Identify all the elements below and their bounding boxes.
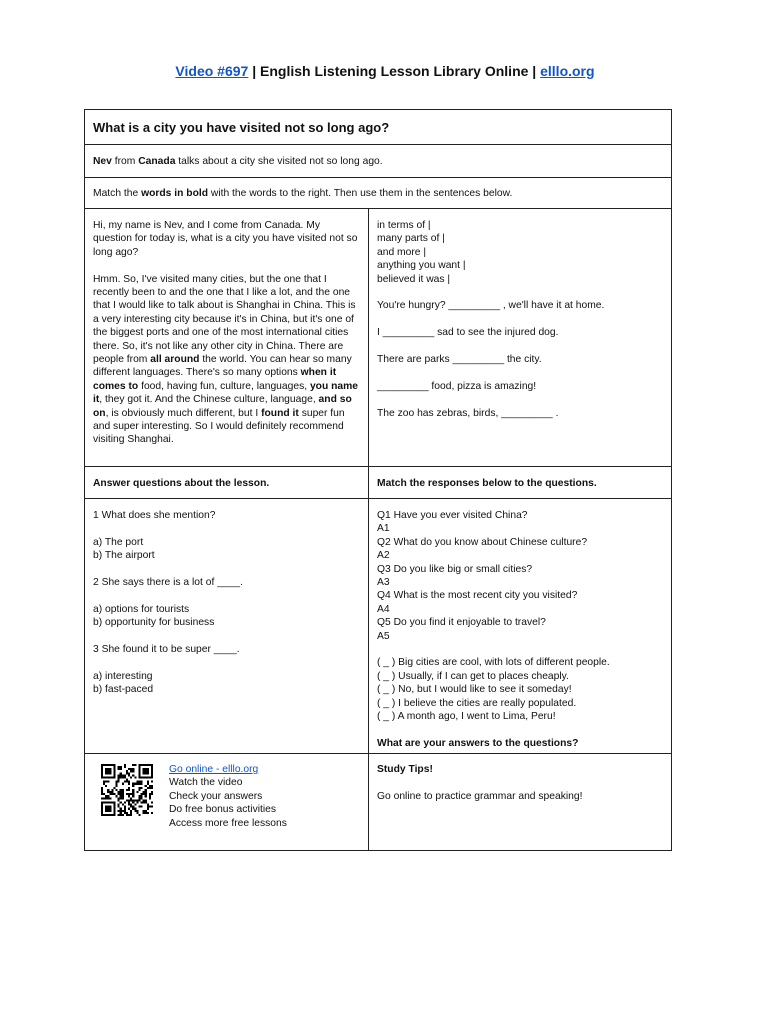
vocab-sentence: You're hungry? _________ , we'll have it at home. <box>377 300 605 312</box>
qr-code-icon[interactable] <box>101 764 153 816</box>
quiz-option: b) opportunity for business <box>93 617 215 629</box>
speaker-name: Nev <box>93 156 112 167</box>
site-link[interactable]: elllo.org <box>540 63 595 79</box>
quiz-option: a) The port <box>93 536 144 548</box>
transcript <box>85 219 368 447</box>
study-tips-text: Go online to practice grammar and speaking! <box>377 790 583 802</box>
intro-from: from <box>111 156 139 167</box>
section-header-row <box>85 467 671 499</box>
vocab-word: many parts of | <box>377 233 445 245</box>
match-question: Q2 What do you know about Chinese culture? <box>377 536 588 548</box>
match-exercise <box>369 509 671 750</box>
match-answer-slot: A2 <box>377 550 390 562</box>
vocab-word: anything you want | <box>377 260 466 272</box>
transcript-row <box>85 209 671 467</box>
vocab-bold: you name it <box>93 380 359 406</box>
footer-row <box>85 754 671 850</box>
instructions-part: with the words to the right. Then use them in the sentences below. <box>208 188 513 199</box>
vocab-word: believed it was | <box>377 273 451 285</box>
intro-row <box>85 145 671 178</box>
go-online-link[interactable]: Go online - elllo.org <box>169 764 259 775</box>
online-item: Access more free lessons <box>169 817 287 829</box>
match-response: ( _ ) No, but I would like to see it someday! <box>377 684 572 696</box>
title-text: English Listening Lesson Library Online <box>260 63 529 79</box>
online-resources <box>161 763 367 830</box>
intro-text <box>85 155 391 168</box>
lesson-worksheet <box>84 109 672 851</box>
online-item: Check your answers <box>169 790 263 802</box>
match-responses-header: Match the responses below to the questions. <box>377 478 597 489</box>
match-response: ( _ ) Big cities are cool, with lots of different people. <box>377 657 610 669</box>
title-separator: | <box>528 63 541 79</box>
match-question: Q5 Do you find it enjoyable to travel? <box>377 617 546 629</box>
quiz-option: a) options for tourists <box>93 603 190 615</box>
match-response: ( _ ) A month ago, I went to Lima, Peru! <box>377 711 556 723</box>
vocab-sentence: _________ food, pizza is amazing! <box>377 380 537 392</box>
vocab-word: in terms of | <box>377 220 431 231</box>
comprehension-quiz <box>85 509 368 697</box>
study-tips <box>369 763 671 803</box>
quiz-question: 2 She says there is a lot of ____. <box>93 577 243 588</box>
vocab-bold: found it <box>261 407 299 419</box>
answers-prompt: What are your answers to the questions? <box>377 737 579 749</box>
lesson-question: What is a city you have visited not so long ago? <box>93 120 390 135</box>
quiz-question: 1 What does she mention? <box>93 510 216 521</box>
match-question: Q4 What is the most recent city you visited? <box>377 590 578 602</box>
quiz-option: a) interesting <box>93 670 153 682</box>
exercises-row <box>85 499 671 754</box>
online-item: Watch the video <box>169 777 243 789</box>
match-answer-slot: A3 <box>377 577 390 589</box>
match-answer-slot: A4 <box>377 603 390 615</box>
match-question: Q1 Have you ever visited China? <box>377 510 528 521</box>
instructions-row <box>85 178 671 209</box>
vocab-bold: when it comes to <box>93 367 337 392</box>
vocab-sentence: There are parks _________ the city. <box>377 354 542 366</box>
transcript-paragraph: Hmm. So, I've visited many cities, but the one that I recently been to and the one that I like a lot, and the one that I would like to talk about is Shanghai in China. This is a very interesting city because it's in China, but it's one of the biggest ports and one of the most international cities there. So, it's not like any other city in China. There are people from all around the world. You can hear so many different languages. There's so many options when it comes to food, having fun, culture, languages, you name it, they got it. And the Chinese culture, language, and so on, is obviously much different, but I found it super fun and super interesting. So I would definitely recommend visiting Shanghai. <box>93 273 359 446</box>
instructions-part: Match the <box>93 188 142 199</box>
online-item: Do free bonus activities <box>169 804 277 816</box>
vocab-sentence: I _________ sad to see the injured dog. <box>377 327 559 339</box>
vocab-panel <box>369 219 671 420</box>
match-answer-slot: A5 <box>377 630 390 642</box>
quiz-option: b) The airport <box>93 550 155 562</box>
vocab-word: and more | <box>377 246 427 258</box>
title-separator: | <box>248 63 261 79</box>
vocab-bold: all around <box>150 354 200 366</box>
vocab-sentence: The zoo has zebras, birds, _________ . <box>377 407 559 419</box>
column-divider <box>368 209 369 850</box>
match-question: Q3 Do you like big or small cities? <box>377 563 533 575</box>
instructions-bold: words in bold <box>141 188 209 199</box>
answer-questions-header: Answer questions about the lesson. <box>93 478 270 489</box>
question-row <box>85 110 671 145</box>
video-link[interactable]: Video #697 <box>175 63 249 79</box>
match-answer-slot: A1 <box>377 523 390 535</box>
vocab-bold: and so on <box>93 394 352 419</box>
study-tips-title: Study Tips! <box>377 764 433 775</box>
intro-rest: talks about a city she visited not so long ago. <box>175 156 383 167</box>
page-title <box>0 62 770 80</box>
instructions-text <box>85 187 520 200</box>
quiz-option: b) fast-paced <box>93 684 154 696</box>
quiz-question: 3 She found it to be super ____. <box>93 644 240 655</box>
match-response: ( _ ) Usually, if I can get to places cheaply. <box>377 670 569 682</box>
speaker-country: Canada <box>138 156 176 167</box>
transcript-paragraph: Hi, my name is Nev, and I come from Canada. My question for today is, what is a city you have visited not so long ago? <box>93 220 358 258</box>
match-response: ( _ ) I believe the cities are really populated. <box>377 697 577 709</box>
